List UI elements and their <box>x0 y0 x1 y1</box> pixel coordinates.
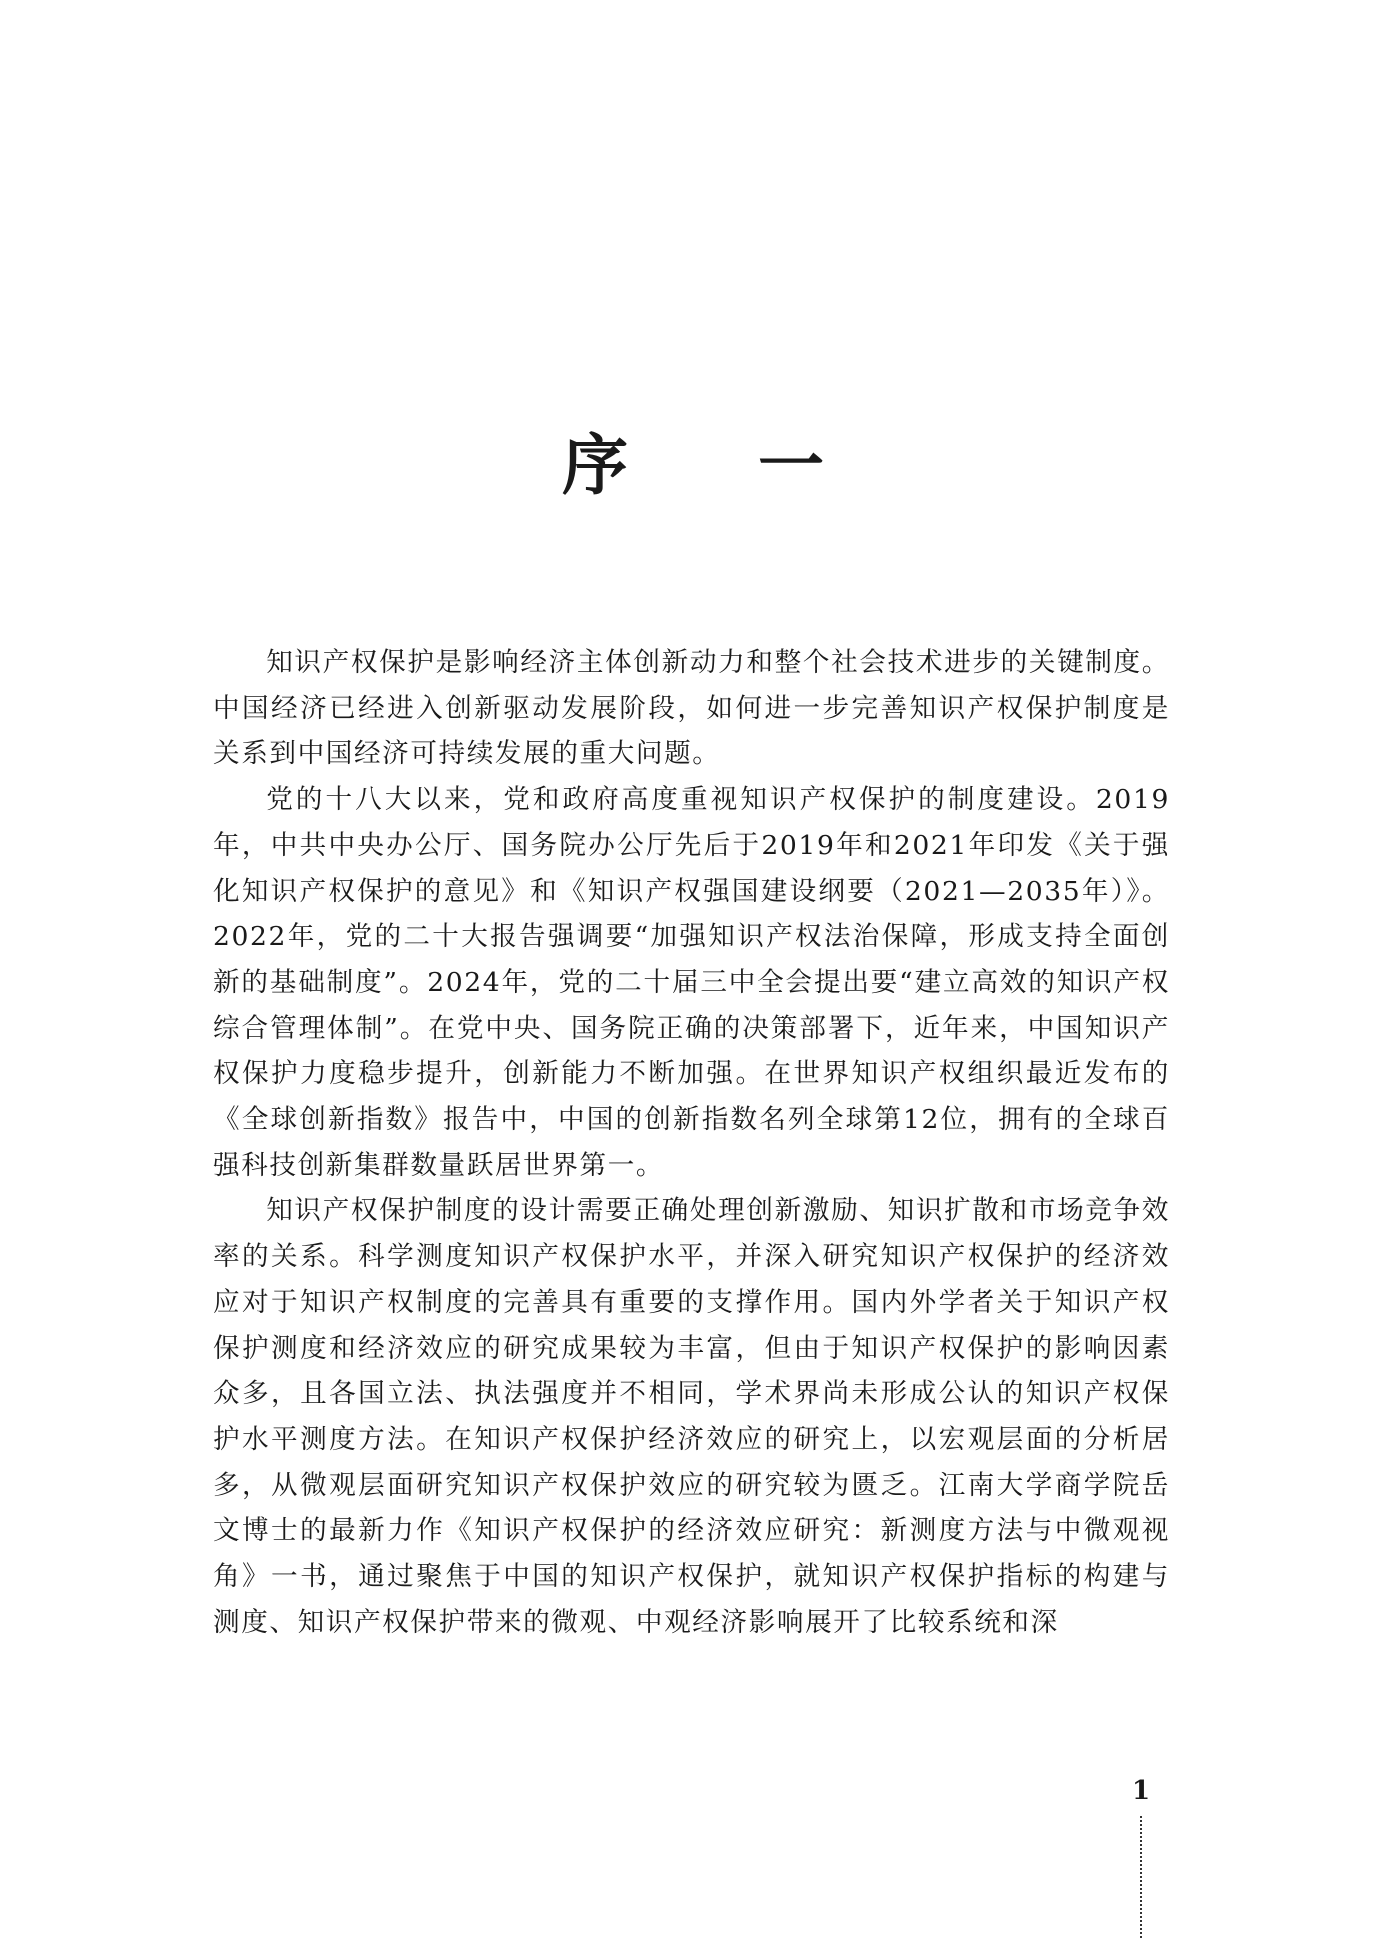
dotted-margin-line <box>1140 1816 1142 1938</box>
page-number: 1 <box>1131 1776 1151 1806</box>
body-text <box>213 640 1170 1645</box>
paragraph-2: 党的十八大以来，党和政府高度重视知识产权保护的制度建设。2019年，中共中央办公厅、国务院办公厅先后于2019年和2021年印发《关于强化知识产权保护的意见》和《知识产权强国建设纲要（2021—2035年）》。2022年，党的二十大报告强调要“加强知识产权法治保障，形成支持全面创新的基础制度”。2024年，党的二十届三中全会提出要“建立高效的知识产权综合管理体制”。在党中央、国务院正确的决策部署下，近年来，中国知识产权保护力度稳步提升，创新能力不断加强。在世界知识产权组织最近发布的《全球创新指数》报告中，中国的创新指数名列全球第12位，拥有的全球百强科技创新集群数量跃居世界第一。 <box>213 784 1170 1181</box>
title-char-1: 序 <box>562 426 628 504</box>
title-char-2: 一 <box>758 426 824 504</box>
paragraph-3: 知识产权保护制度的设计需要正确处理创新激励、知识扩散和市场竞争效率的关系。科学测度知识产权保护水平，并深入研究知识产权保护的经济效应对于知识产权制度的完善具有重要的支撑作用。国内外学者关于知识产权保护测度和经济效应的研究成果较为丰富，但由于知识产权保护的影响因素众多，且各国立法、执法强度并不相同，学术界尚未形成公认的知识产权保护水平测度方法。在知识产权保护经济效应的研究上，以宏观层面的分析居多，从微观层面研究知识产权保护效应的研究较为匮乏。江南大学商学院岳文博士的最新力作《知识产权保护的经济效应研究：新测度方法与中微观视角》一书，通过聚焦于中国的知识产权保护，就知识产权保护指标的构建与测度、知识产权保护带来的微观、中观经济影响展开了比较系统和深 <box>213 1195 1170 1638</box>
page-title <box>0 420 1386 510</box>
paragraph-1: 知识产权保护是影响经济主体创新动力和整个社会技术进步的关键制度。中国经济已经进入创新驱动发展阶段，如何进一步完善知识产权保护制度是关系到中国经济可持续发展的重大问题。 <box>213 647 1170 770</box>
